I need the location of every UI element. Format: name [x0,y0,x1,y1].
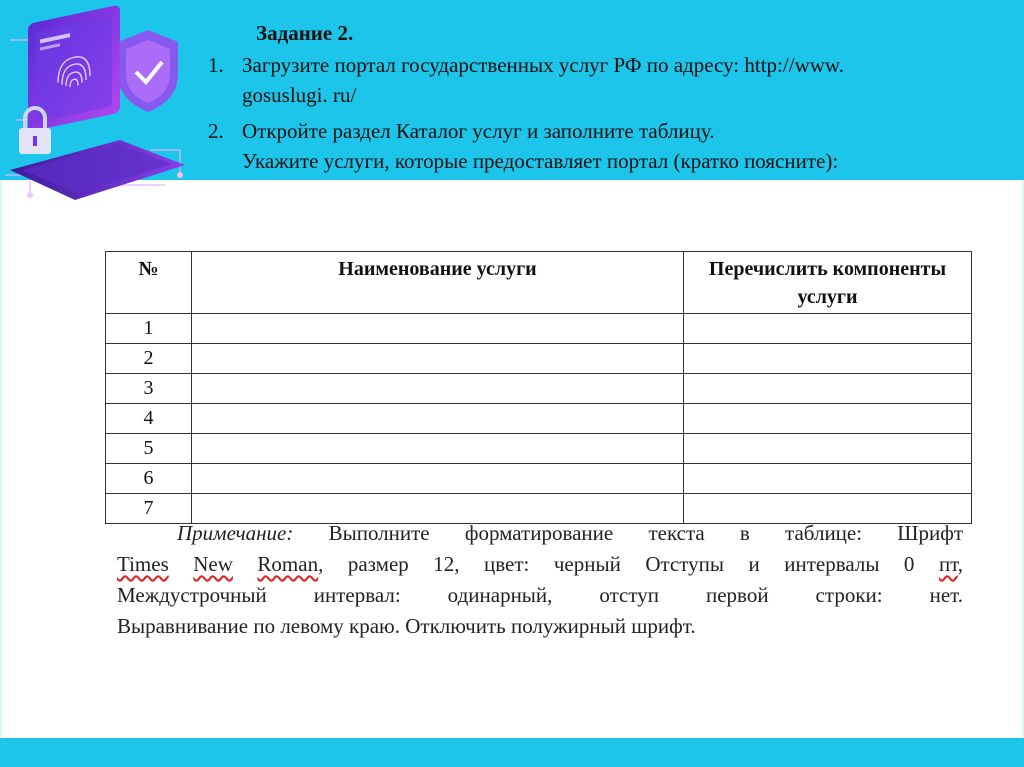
row-number: 3 [106,374,192,404]
note-line [117,549,963,580]
header-service-name: Наименование услуги [192,252,684,314]
note-label: Примечание: [177,521,294,545]
row-number: 1 [106,314,192,344]
table-row [106,374,972,404]
service-components-cell[interactable] [684,344,972,374]
service-name-cell[interactable] [192,434,684,464]
table-row [106,404,972,434]
service-name-cell[interactable] [192,374,684,404]
table-row [106,314,972,344]
bottom-banner [0,738,1024,767]
step-number: 1. [208,53,224,77]
step-text-line: Откройте раздел Каталог услуг и заполните таблицу. [242,119,715,143]
note-font-word: Roman [257,552,319,576]
service-name-cell[interactable] [192,404,684,434]
row-number: 6 [106,464,192,494]
note-font-word: New [193,552,233,576]
row-number: 5 [106,434,192,464]
service-name-cell[interactable] [192,464,684,494]
task-title: Задание 2. [256,21,354,45]
note-line: Междустрочный интервал: одинарный, отступ первой строки: нет. [117,583,963,607]
row-number: 4 [106,404,192,434]
step-text-line: Укажите услуги, которые предоставляет портал (кратко поясните): [242,149,839,173]
service-components-cell[interactable] [684,404,972,434]
formatting-note [117,518,963,642]
note-text: Выполните форматирование текста в таблице: Шрифт [328,521,963,545]
table-row [106,434,972,464]
note-text: , [957,552,964,576]
table-header-row [106,252,972,314]
row-number: 2 [106,344,192,374]
note-line [117,518,963,549]
shield-icon [118,30,178,112]
service-name-cell[interactable] [192,314,684,344]
header-number: № [106,252,192,314]
service-name-cell[interactable] [192,344,684,374]
note-unit: пт [938,552,958,576]
table-row [106,464,972,494]
step-text-line: Загрузите портал государственных услуг РФ по адресу: http://www. [242,53,844,77]
step-number: 2. [208,119,224,143]
service-components-cell[interactable] [684,314,972,344]
cybersecurity-illustration [0,0,190,210]
row-number: 7 [106,494,192,524]
step-text-line: gosuslugi. ru/ [242,83,357,107]
service-components-cell[interactable] [684,434,972,464]
table-row [106,344,972,374]
header-service-components: Перечислить компоненты услуги [684,252,972,314]
note-text: , размер 12, цвет: черный Отступы и интервалы 0 [318,552,915,576]
service-components-cell[interactable] [684,464,972,494]
service-components-cell[interactable] [684,374,972,404]
note-line: Выравнивание по левому краю. Отключить полужирный шрифт. [117,614,696,638]
note-font-word: Times [117,552,169,576]
services-table [105,251,972,524]
